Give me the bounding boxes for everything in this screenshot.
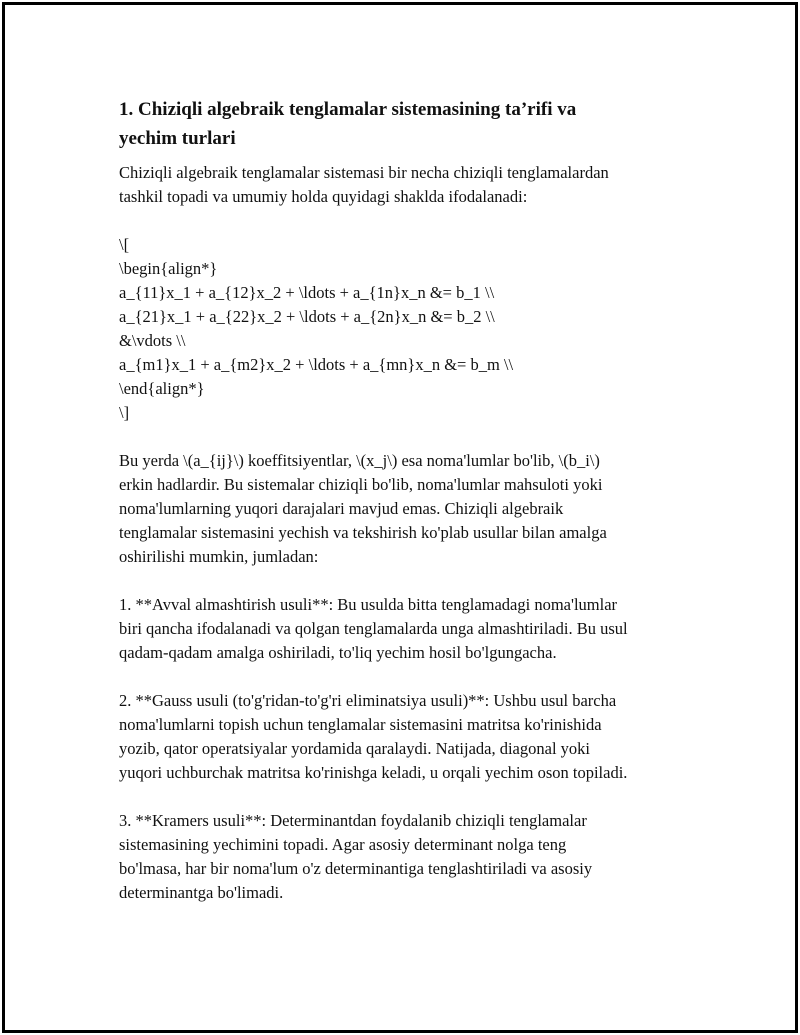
text-line: 2. **Gauss usuli (to'g'ridan-to'g'ri eliminatsiya usuli)**: Ushbu usul barcha [119, 691, 617, 710]
text-line: Chiziqli algebraik tenglamalar sistemasi bir necha chiziqli tenglamalardan [119, 163, 609, 182]
text-line: tashkil topadi va umumiy holda quyidagi shaklda ifodalanadi: [119, 187, 528, 206]
text-line: noma'lumlarning yuqori darajalari mavjud emas. Chiziqli algebraik [119, 499, 564, 518]
text-line: bo'lmasa, har bir noma'lum o'z determinantiga tenglashtiriladi va asosiy [119, 859, 593, 878]
text-line: erkin hadlardir. Bu sistemalar chiziqli bo'lib, noma'lumlar mahsuloti yoki [119, 475, 603, 494]
explanation-paragraph [119, 449, 709, 569]
equation-line: \begin{align*} [119, 259, 218, 278]
text-line: biri qancha ifodalanadi va qolgan tenglamalarda unga almashtiriladi. Bu usul [119, 619, 628, 638]
text-line: oshirilishi mumkin, jumladan: [119, 547, 319, 566]
intro-paragraph [119, 161, 709, 209]
section-title [119, 95, 709, 153]
text-line: tenglamalar sistemasini yechish va tekshirish ko'plab usullar bilan amalga [119, 523, 607, 542]
text-line: determinantga bo'limadi. [119, 883, 284, 902]
method-cramer-paragraph [119, 809, 709, 905]
method-gauss-paragraph [119, 689, 709, 785]
equation-line: &\vdots \\ [119, 331, 186, 350]
text-line: Bu yerda \(a_{ij}\) koeffitsiyentlar, \(x_j\) esa noma'lumlar bo'lib, \(b_i\) [119, 451, 600, 470]
text-line: yozib, qator operatsiyalar yordamida qaralaydi. Natijada, diagonal yoki [119, 739, 590, 758]
text-line: qadam-qadam amalga oshiriladi, to'liq yechim hosil bo'lgungacha. [119, 643, 557, 662]
document-page [2, 2, 798, 1033]
equation-line: a_{21}x_1 + a_{22}x_2 + \ldots + a_{2n}x_n &= b_2 \\ [119, 307, 495, 326]
equation-line: a_{m1}x_1 + a_{m2}x_2 + \ldots + a_{mn}x_n &= b_m \\ [119, 355, 514, 374]
equation-line: \end{align*} [119, 379, 205, 398]
text-line: 3. **Kramers usuli**: Determinantdan foydalanib chiziqli tenglamalar [119, 811, 587, 830]
equation-block [119, 233, 709, 425]
equation-line: \[ [119, 235, 130, 254]
text-line: yuqori uchburchak matritsa ko'rinishga keladi, u orqali yechim oson topiladi. [119, 763, 628, 782]
equation-line: \] [119, 403, 130, 422]
text-line: sistemasining yechimini topadi. Agar asosiy determinant nolga teng [119, 835, 567, 854]
title-line: yechim turlari [119, 128, 236, 149]
document-content [119, 95, 709, 905]
text-line: 1. **Avval almashtirish usuli**: Bu usulda bitta tenglamadagi noma'lumlar [119, 595, 618, 614]
title-line: 1. Chiziqli algebraik tenglamalar sistemasining ta’rifi va [119, 99, 577, 120]
equation-line: a_{11}x_1 + a_{12}x_2 + \ldots + a_{1n}x_n &= b_1 \\ [119, 283, 495, 302]
method-substitution-paragraph [119, 593, 709, 665]
text-line: noma'lumlarni topish uchun tenglamalar sistemasini matritsa ko'rinishida [119, 715, 602, 734]
